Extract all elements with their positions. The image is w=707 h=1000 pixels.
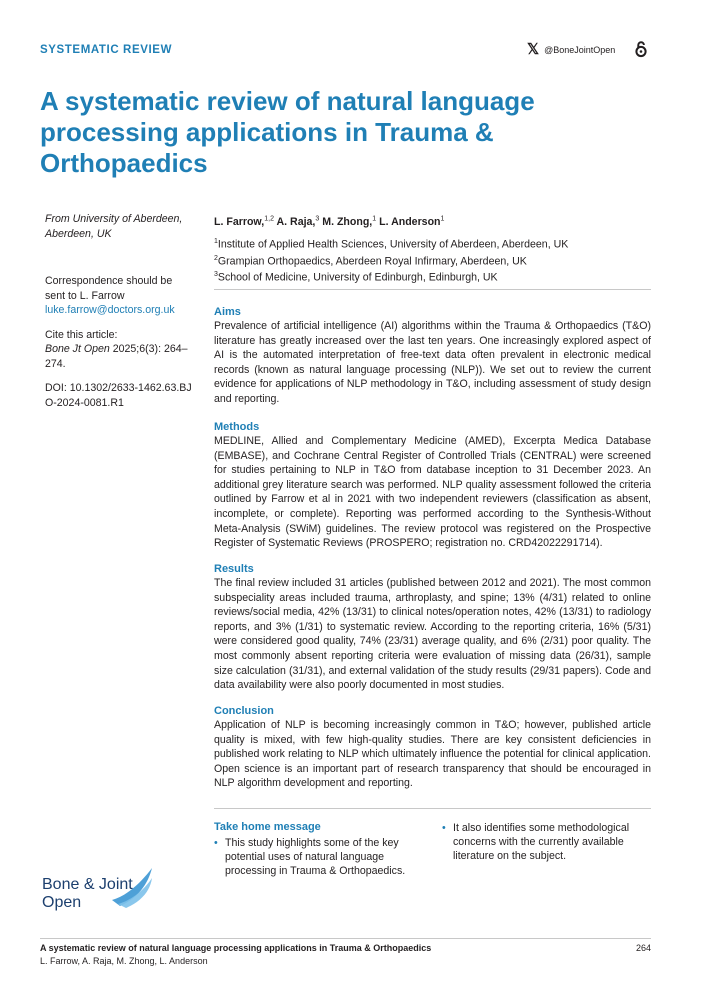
affiliation-item: $^3$School of Medicine, University of Edinburgh, Edinburgh, UK [214, 271, 498, 284]
abstract-results [214, 562, 651, 693]
divider [214, 289, 651, 290]
methods-heading: Methods [214, 421, 260, 433]
aims-text: Prevalence of artificial intelligence (AI) algorithms within the Trauma & Orthopaedics (T&O) literature has greatly increased over the last ten years. One increasingly explored aspect of AI is the automated interpretation of free-text data often prevalent in electronic medical records (known as natural language processing (NLP)). We set out to review the current evidence for applications of NLP methodology in T&O, including assessment of study design and reporting. [214, 320, 651, 405]
abstract-aims [214, 305, 651, 407]
social-handle-link[interactable] [527, 42, 615, 57]
conclusion-heading: Conclusion [214, 705, 274, 717]
social-handle-text: @BoneJointOpen [544, 44, 616, 55]
affiliation-item: $^1$Institute of Applied Health Sciences, University of Aberdeen, Aberdeen, UK [214, 238, 569, 251]
cite-details: 2025;6(3): 264–274. [45, 343, 188, 370]
article-title: A systematic review of natural language processing applications in Trauma & Orthopaedics [40, 86, 535, 178]
aims-heading: Aims [214, 306, 241, 318]
results-heading: Results [214, 563, 254, 575]
take-home-heading: Take home message [214, 821, 321, 833]
correspondence [45, 274, 195, 318]
abstract-methods [214, 420, 651, 551]
journal-logo-text [42, 876, 133, 912]
author: L. Farrow,$^{1,2}$ [214, 215, 274, 228]
cite-label: Cite this article: [45, 328, 118, 341]
author-list [214, 212, 651, 229]
affiliation-item: $^2$Grampian Orthopaedics, Aberdeen Royal Infirmary, Aberdeen, UK [214, 254, 527, 268]
sidebar [45, 212, 195, 410]
divider [214, 808, 651, 809]
results-text: The final review included 31 articles (published between 2012 and 2021). The most common subspeciality areas included trauma, arthroplasty, and spine; 13% (4/31) related to online reviews/social media, 42% (13/31) to clinical notes/operation notes, 42% (13/31) to radiology reports, and 3% (1/31) to systematic review. According to the reporting criteria, 16% (5/31) were considered good quality, 74% (23/31) average quality, and 6% (2/31) poor quality. The most commonly absent reporting criteria were evaluation of missing data (26/31), sample size calculation (31/31), and external validation of the study results (29/31 papers). Code and data availability were also poorly documented in most studies. [214, 577, 651, 692]
abstract-conclusion [214, 704, 651, 791]
citation [45, 342, 195, 371]
take-home-list-col1 [214, 836, 410, 879]
open-access-icon [634, 40, 648, 58]
author: M. Zhong,$^1$ [319, 215, 377, 228]
logo-line-1: Bone & Joint [42, 876, 133, 893]
correspondence-prefix: Correspondence should be sent to L. Farrow [45, 275, 173, 302]
conclusion-text: Application of NLP is becoming increasingly common in T&O; however, published article quality is mixed, with few high-quality studies. There are key consistent deficiencies in published work relating to NLP which ultimately influence the potential for clinical application. Open science is an important part of research transparency that should be encouraged in NLP algorithm development and reporting. [214, 719, 651, 790]
take-home-list-col2 [442, 821, 651, 864]
affiliation-list [214, 235, 651, 285]
list-item: • This study highlights some of the key potential uses of natural language processing in Trauma & Orthopaedics. [214, 837, 406, 878]
methods-text: MEDLINE, Allied and Complementary Medicine (AMED), Excerpta Medica Database (EMBASE), and Cochrane Central Register of Controlled Trials (CENTRAL) were screened for studies pertaining to NLP in T&O from database inception to 31 December 2023. An additional grey literature search was performed. NLP quality assessment followed the criteria outlined by Farrow et al in 2021 with two independent reviewers (classification as absent, incomplete, or complete). Reporting was performed according to the Synthesis-Without Meta-Analysis (SWiM) guidelines. The review protocol was registered on the Prospective Register of Systematic Reviews (PROSPERO; registration no. CRD42022291714). [214, 435, 651, 550]
doi[interactable]: DOI: 10.1302/2633-1462.63.BJO-2024-0081.R1 [45, 382, 192, 409]
logo-line-2: Open [42, 894, 82, 911]
list-item: • It also identifies some methodological concerns with the currently available literature on the subject. [442, 822, 630, 863]
author: A. Raja,$^3$ [273, 215, 320, 228]
affiliation-origin: From University of Aberdeen, Aberdeen, UK [45, 213, 183, 240]
section-label: SYSTEMATIC REVIEW [40, 44, 173, 56]
correspondence-email-link[interactable]: luke.farrow@doctors.org.uk [45, 304, 175, 316]
cite-journal: Bone Jt Open [45, 343, 110, 355]
footer-authors: L. Farrow, A. Raja, M. Zhong, L. Anderson [40, 956, 208, 966]
page-number: 264 [635, 943, 651, 953]
x-twitter-icon: 𝕏 [527, 41, 540, 58]
author: L. Anderson$^1$ [376, 215, 445, 228]
footer-title: A systematic review of natural language processing applications in Trauma & Orthopaedics [40, 943, 432, 953]
footer-divider [40, 938, 651, 939]
